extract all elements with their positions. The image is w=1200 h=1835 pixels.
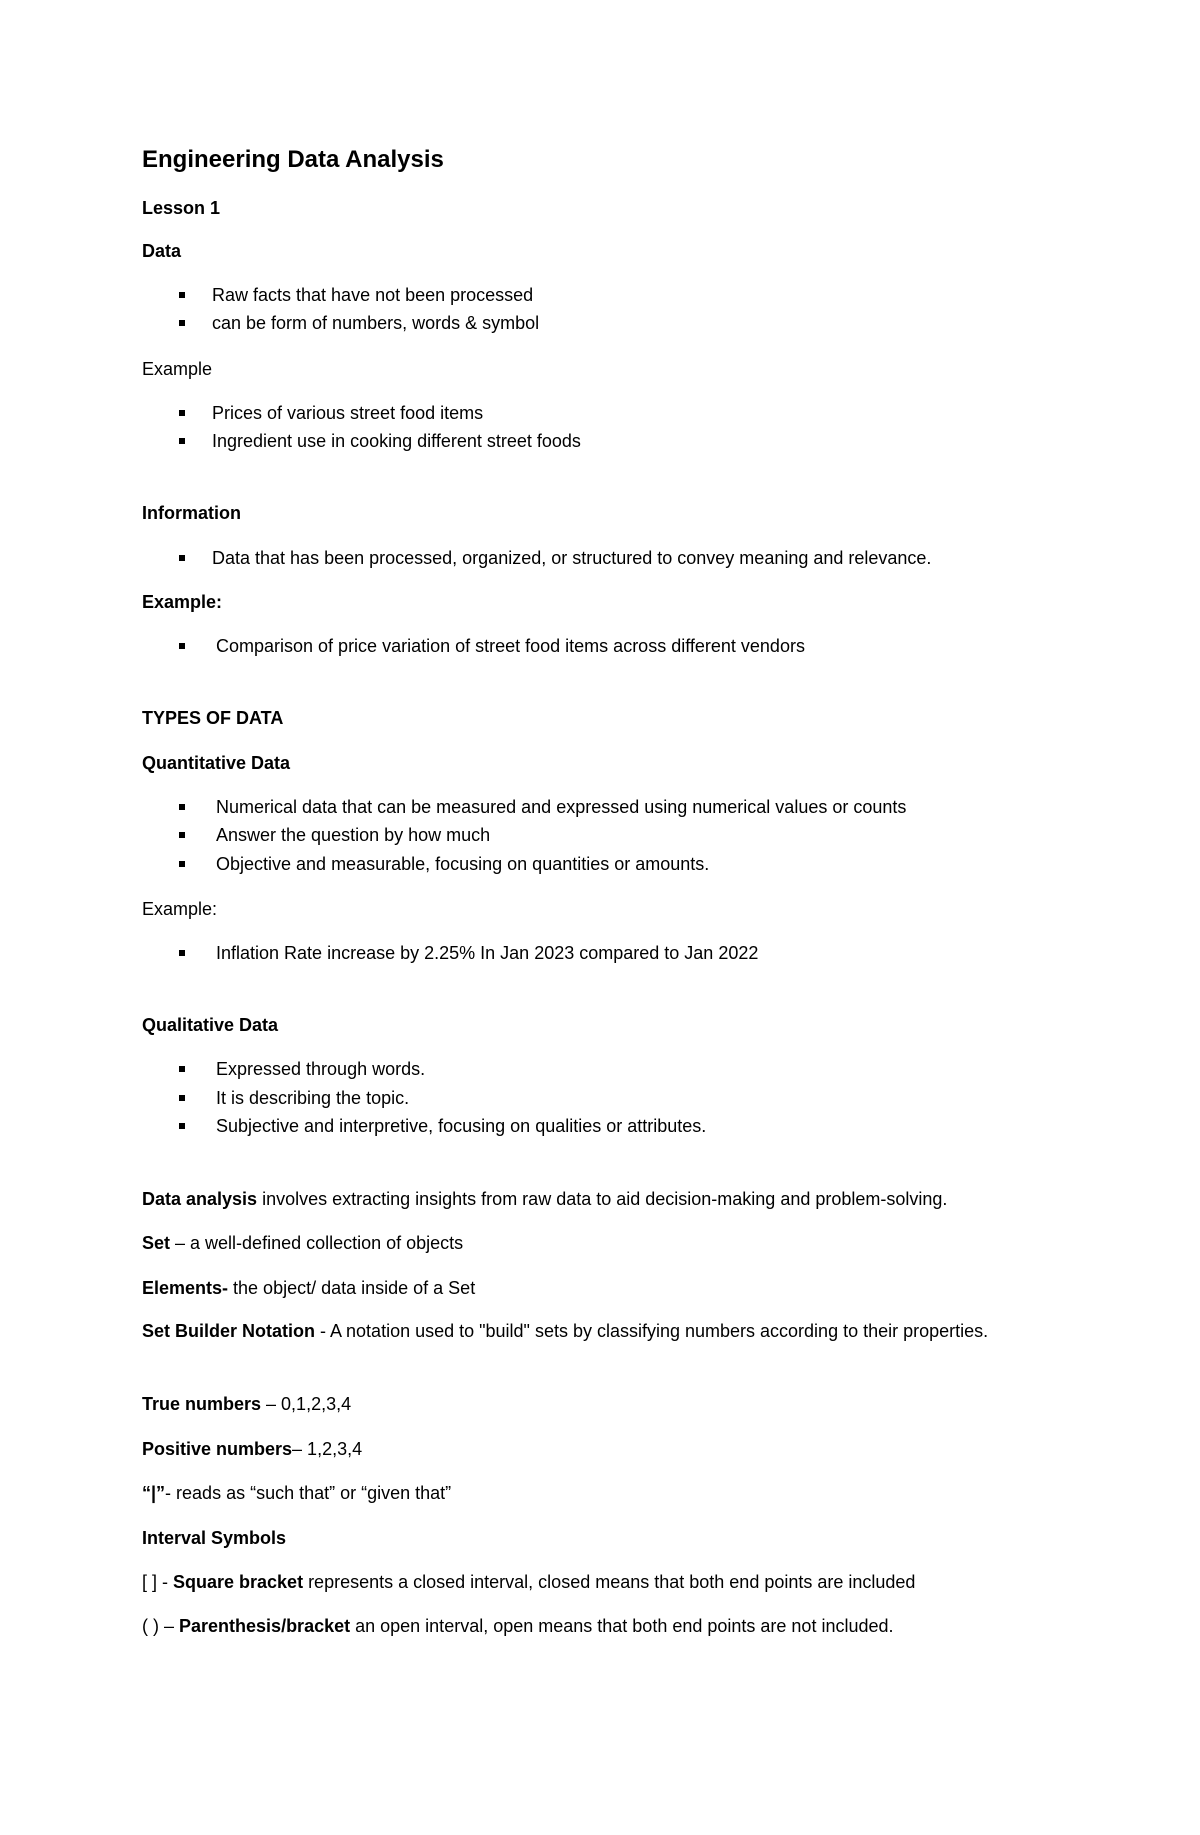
bullet-icon — [179, 804, 185, 810]
definition-text: represents a closed interval, closed means that both end points are included — [303, 1572, 916, 1592]
bullet-icon — [179, 643, 185, 649]
term: Square bracket — [173, 1572, 304, 1592]
data-analysis-definition — [142, 1188, 947, 1210]
information-heading: Information — [142, 503, 241, 523]
bullet-icon — [179, 861, 185, 867]
true-numbers-definition — [142, 1393, 351, 1415]
list-item-text: Inflation Rate increase by 2.25% In Jan 2023 compared to Jan 2022 — [216, 943, 759, 963]
list-item-text: Prices of various street food items — [212, 403, 484, 423]
list-item-text: It is describing the topic. — [216, 1088, 410, 1108]
interval-heading: Interval Symbols — [142, 1528, 287, 1548]
example-label: Example — [142, 359, 213, 379]
list-item-text: Data that has been processed, organized, or structured to convey meaning and relevance. — [212, 548, 932, 568]
definition-text: the object/ data inside of a Set — [228, 1278, 476, 1298]
qualitative-heading: Qualitative Data — [142, 1015, 279, 1035]
list-item-text: Numerical data that can be measured and expressed using numerical values or counts — [216, 797, 907, 817]
list-item-text: Ingredient use in cooking different street foods — [212, 431, 581, 451]
list-item-text: Raw facts that have not been processed — [212, 285, 534, 305]
bullet-icon — [179, 320, 185, 326]
list-item-text: Subjective and interpretive, focusing on qualities or attributes. — [216, 1116, 707, 1136]
definition-text: – 0,1,2,3,4 — [261, 1394, 352, 1414]
lesson-label: Lesson 1 — [142, 198, 221, 218]
quantitative-heading: Quantitative Data — [142, 753, 291, 773]
bullet-icon — [179, 438, 185, 444]
bullet-icon — [179, 555, 185, 561]
types-heading: TYPES OF DATA — [142, 708, 284, 728]
list-item-text: Expressed through words. — [216, 1059, 426, 1079]
list-item-text: Comparison of price variation of street food items across different vendors — [216, 636, 805, 656]
symbol: ( ) – — [142, 1616, 180, 1636]
term: Data analysis — [142, 1189, 258, 1209]
document-title: Engineering Data Analysis — [142, 146, 444, 173]
bullet-icon — [179, 1095, 185, 1101]
definition-text: – 1,2,3,4 — [292, 1439, 363, 1459]
list-item-text: Objective and measurable, focusing on quantities or amounts. — [216, 854, 710, 874]
definition-text: – a well-defined collection of objects — [170, 1233, 464, 1253]
term: Elements- — [142, 1278, 229, 1298]
example-label: Example: — [142, 899, 218, 919]
example-label: Example: — [142, 592, 223, 612]
bullet-icon — [179, 1123, 185, 1129]
term: True numbers — [142, 1394, 262, 1414]
definition-text: - reads as “such that” or “given that” — [165, 1483, 452, 1503]
bullet-icon — [179, 832, 185, 838]
square-bracket-definition — [142, 1571, 915, 1593]
positive-numbers-definition — [142, 1438, 362, 1460]
list-item-text: can be form of numbers, words & symbol — [212, 313, 540, 333]
definition-text: an open interval, open means that both end points are not included. — [350, 1616, 894, 1636]
term: Parenthesis/bracket — [179, 1616, 351, 1636]
definition-text: - A notation used to "build" sets by classifying numbers according to their properties. — [315, 1321, 989, 1341]
term: “|” — [142, 1483, 166, 1503]
term: Set — [142, 1233, 171, 1253]
data-heading: Data — [142, 241, 182, 261]
bullet-icon — [179, 1066, 185, 1072]
parenthesis-definition — [142, 1615, 894, 1637]
list-item-text: Answer the question by how much — [216, 825, 491, 845]
symbol: [ ] - — [142, 1572, 173, 1592]
definition-text: involves extracting insights from raw data to aid decision-making and problem-solving. — [257, 1189, 948, 1209]
set-builder-definition — [142, 1317, 1042, 1345]
term: Positive numbers — [142, 1439, 293, 1459]
set-definition — [142, 1232, 463, 1254]
term: Set Builder Notation — [142, 1321, 316, 1341]
elements-definition — [142, 1277, 475, 1299]
bullet-icon — [179, 292, 185, 298]
such-that-definition — [142, 1482, 451, 1504]
bullet-icon — [179, 950, 185, 956]
bullet-icon — [179, 410, 185, 416]
